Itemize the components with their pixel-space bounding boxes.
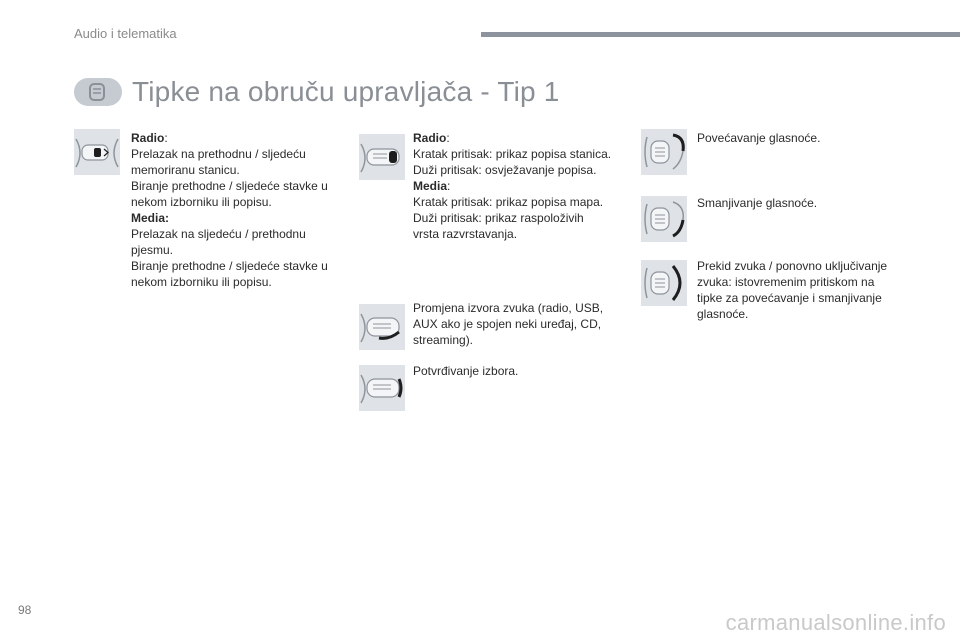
text-line: Promjena izvora zvuka (radio, USB, [413, 301, 604, 315]
text-line: Duži pritisak: osvježavanje popisa. [413, 163, 597, 177]
item-text-block [413, 130, 635, 242]
text-line: AUX ako je spojen neki uređaj, CD, [413, 317, 602, 331]
text-line: Radio: [413, 131, 450, 145]
text-line: Biranje prethodne / sljedeće stavke u [131, 179, 328, 193]
text-line: Prelazak na sljedeću / prethodnu [131, 227, 306, 241]
text-line: vrsta razvrstavanja. [413, 227, 518, 241]
title-row [74, 76, 560, 108]
volume-down-icon [641, 196, 687, 242]
text-line: Media: [413, 179, 451, 193]
text-line: streaming). [413, 333, 474, 347]
text-line: Prelazak na prethodnu / sljedeću [131, 147, 306, 161]
text-line: zvuka: istovremenim pritiskom na [697, 275, 875, 289]
item-text-block [697, 195, 917, 211]
mute-icon [641, 260, 687, 306]
steering-wheel-end-button-icon [359, 134, 405, 180]
text-line: Radio: [131, 131, 168, 145]
text-line: Kratak pritisak: prikaz popisa mapa. [413, 195, 604, 209]
steering-switch-icon [74, 78, 122, 106]
volume-up-icon [641, 129, 687, 175]
item-text-block [131, 130, 346, 290]
page-title: Tipke na obruču upravljača - Tip 1 [132, 76, 560, 107]
text-line: Prekid zvuka / ponovno uključivanje [697, 259, 888, 273]
item-text-block [697, 258, 917, 322]
text-line: Potvrđivanje izbora. [413, 364, 519, 378]
item-text-block [413, 363, 635, 379]
text-line: memoriranu stanicu. [131, 163, 240, 177]
text-line: Povećavanje glasnoće. [697, 131, 821, 145]
steering-wheel-source-icon [359, 304, 405, 350]
item-text-block [413, 300, 635, 348]
steering-wheel-confirm-icon [359, 365, 405, 411]
text-line: Media: [131, 211, 170, 225]
item-text-block [697, 130, 917, 146]
text-line: Smanjivanje glasnoće. [697, 196, 818, 210]
watermark: carmanualsonline.info [725, 610, 946, 635]
text-line: tipke za povećavanje i smanjivanje [697, 291, 882, 305]
text-line: Kratak pritisak: prikaz popisa stanica. [413, 147, 612, 161]
text-line: nekom izborniku ili popisu. [131, 275, 272, 289]
page-number: 98 [18, 603, 32, 617]
text-line: pjesmu. [131, 243, 174, 257]
text-line: nekom izborniku ili popisu. [131, 195, 272, 209]
text-line: Duži pritisak: prikaz raspoloživih [413, 211, 584, 225]
section-header: Audio i telematika [74, 26, 177, 41]
text-line: Biranje prethodne / sljedeće stavke u [131, 259, 328, 273]
steering-wheel-left-switch-icon [74, 129, 120, 175]
header-bar [481, 32, 960, 37]
text-line: glasnoće. [697, 307, 749, 321]
